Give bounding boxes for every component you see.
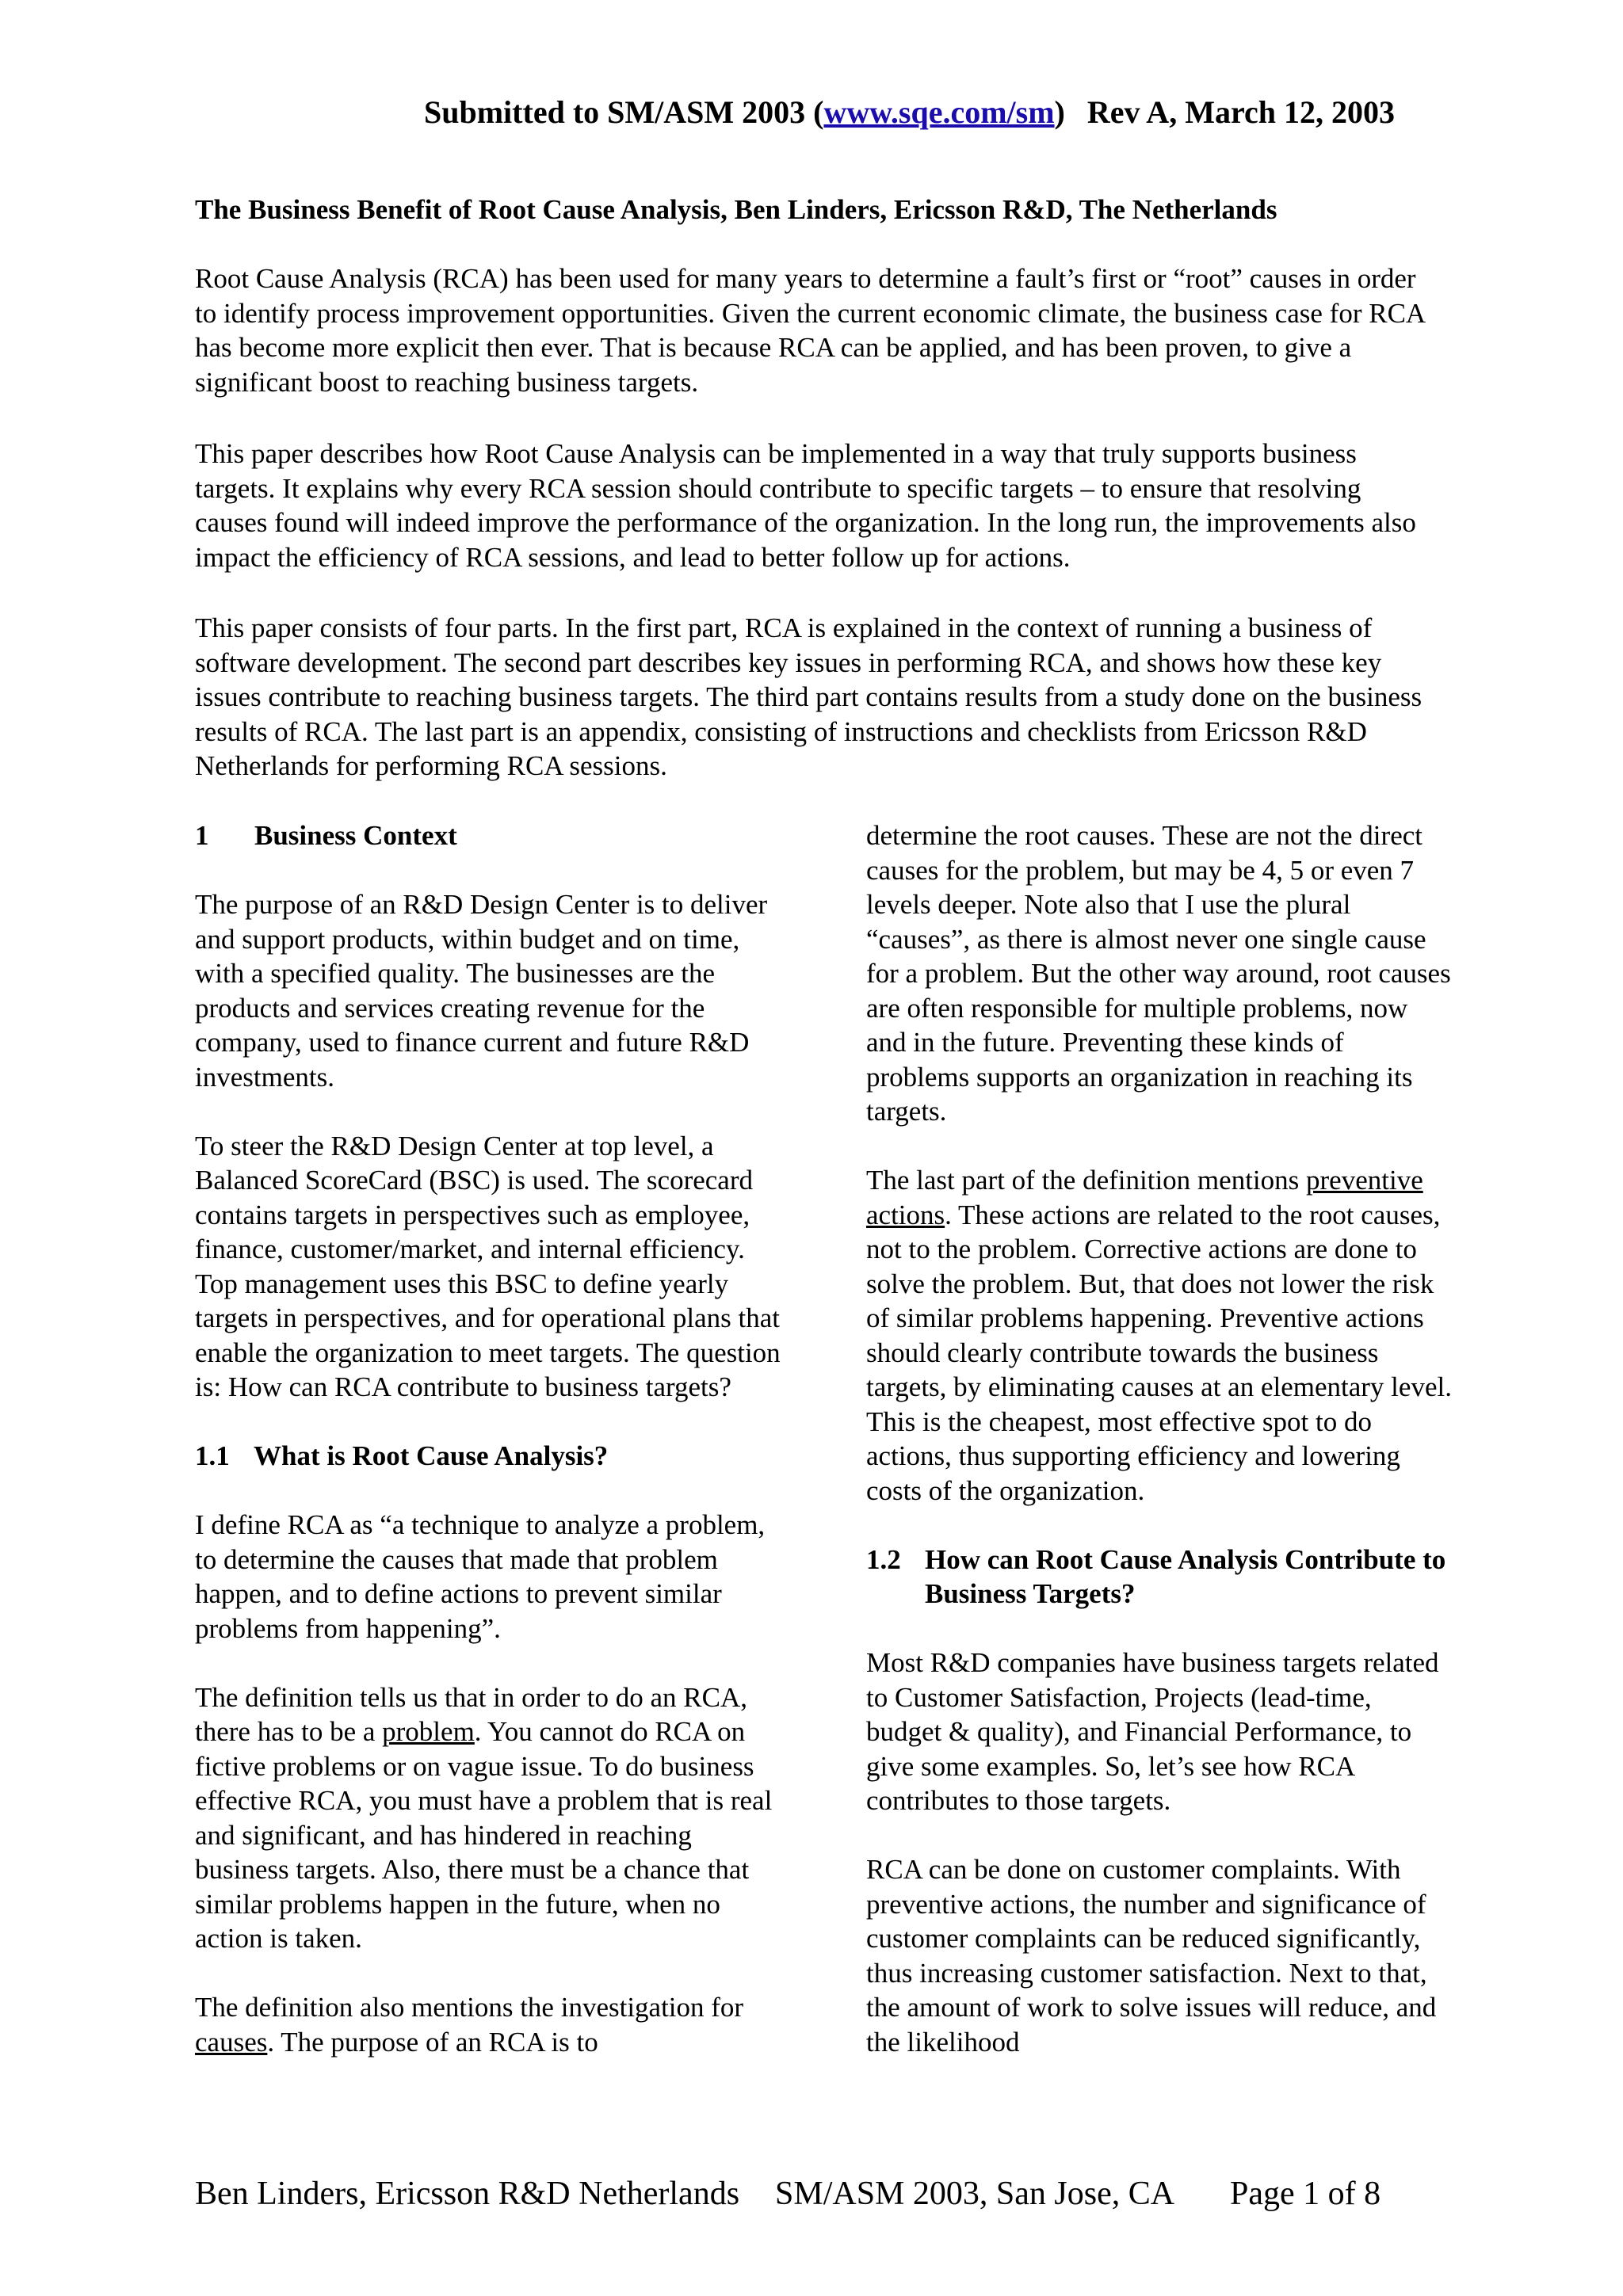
section-1-1-paragraph-2 xyxy=(195,1680,781,1956)
header-link[interactable]: www.sqe.com/sm xyxy=(823,94,1055,130)
text-run: The last part of the definition mentions xyxy=(866,1165,1307,1196)
section-1-1-paragraph-1: I define RCA as “a technique to analyze a problem, to determine the causes that made that problem happen, and to define actions to prevent similar problems from happening”. xyxy=(195,1509,766,1644)
section-1-1-title: What is Root Cause Analysis? xyxy=(254,1440,609,1471)
intro-paragraph-3: This paper consists of four parts. In the first part, RCA is explained in the context of running a business of software development. The second part describes key issues in performing RCA, and shows how these key issues contribute to reaching business targets. The third part contains results from a study done on the business results of RCA. The last part is an appendix, consisting of instructions and checklists from Ericsson R&D Netherlands for performing RCA sessions. xyxy=(195,612,1423,781)
intro-paragraph-1: Root Cause Analysis (RCA) has been used for many years to determine a fault’s first or “root” causes in order to identify process improvement opportunities. Given the current economic climate, the business case for RCA has become more explicit then ever. That is because RCA can be applied, and has been proven, to give a significant boost to reaching business targets. xyxy=(195,263,1425,398)
section-1-2-number: 1.2 xyxy=(866,1543,901,1575)
footer-page-number: Page 1 of 8 xyxy=(1230,2176,1381,2212)
paper-title: The Business Benefit of Root Cause Analysis, Ben Linders, Ericsson R&D, The Netherlands xyxy=(195,194,1277,225)
section-1-title: Business Context xyxy=(254,820,457,851)
underlined-term-causes: causes xyxy=(195,2026,268,2058)
section-1-heading xyxy=(195,818,781,853)
text-run: The definition also mentions the investigation for xyxy=(195,1992,744,2023)
section-1-1-number: 1.1 xyxy=(195,1440,230,1471)
section-1-2-title: How can Root Cause Analysis Contribute to Business Targets? xyxy=(925,1543,1446,1609)
section-1-paragraph-2: To steer the R&D Design Center at top level, a Balanced ScoreCard (BSC) is used. The scorecard contains targets in perspectives such as employee, finance, customer/market, and internal efficiency. Top management uses this BSC to define yearly targets in perspectives, and for operational plans that enable the organization to meet targets. The question is: How can RCA contribute to business targets? xyxy=(195,1130,781,1402)
section-1-2-heading xyxy=(866,1543,1453,1611)
text-run: . You cannot do RCA on fictive problems or on vague issue. To do business effective RCA, you must have a problem that is real and significant, and has hindered in reaching business targets. Also, there must be a chance that similar problems happen in the future, when no action is taken. xyxy=(195,1716,773,1954)
footer-event: SM/ASM 2003, San Jose, CA xyxy=(775,2176,1175,2212)
text-run: The definition tells us that in order to do an RCA, there has to be a xyxy=(195,1681,747,1747)
section-1-2-paragraph-2: RCA can be done on customer complaints. With preventive actions, the number and significance of customer complaints can be reduced significantly, thus increasing customer satisfaction. Next to that, the amount of work to solve issues will reduce, and the likelihood xyxy=(866,1854,1437,2058)
page-footer xyxy=(195,2175,1381,2213)
section-1-paragraph-1: The purpose of an R&D Design Center is to deliver and support products, within budget and on time, with a specified quality. The businesses are the products and services creating revenue for the company, used to finance current and future R&D investments. xyxy=(195,889,768,1093)
text-run: . The purpose of an RCA is to xyxy=(267,2026,598,2058)
left-column xyxy=(195,818,781,2094)
section-1-1-paragraph-4: determine the root causes. These are not the direct causes for the problem, but may be 4, 5 or even 7 levels deeper. Note also that I use the plural “causes”, as there is almost never one single cause for a problem. But the other way around, root causes are often responsible for multiple problems, now and in the future. Preventing these kinds of problems supports an organization in reaching its targets. xyxy=(866,820,1451,1127)
section-1-number: 1 xyxy=(195,820,209,851)
underlined-term-problem: problem xyxy=(382,1716,475,1747)
intro-paragraph-2: This paper describes how Root Cause Analysis can be implemented in a way that truly supports business targets. It explains why every RCA session should contribute to specific targets – to ensure that resolving causes found will indeed improve the performance of the organization. In the long run, the improvements also impact the efficiency of RCA sessions, and lead to better follow up for actions. xyxy=(195,438,1416,573)
right-column xyxy=(866,818,1453,2094)
header-prefix: Submitted to SM/ASM 2003 ( xyxy=(424,94,824,130)
text-run: . These actions are related to the root causes, not to the problem. Corrective actions are done to solve the problem. But, that does not lower the risk of similar problems happening. Preventive actions should clearly contribute towards the business targets, by eliminating causes at an elementary level. This is the cheapest, most effective spot to do actions, thus supporting efficiency and lowering costs of the organization. xyxy=(866,1199,1452,1506)
header-suffix: ) xyxy=(1054,94,1065,130)
section-1-1-heading xyxy=(195,1439,781,1474)
footer-author: Ben Linders, Ericsson R&D Netherlands xyxy=(195,2176,740,2212)
page-header xyxy=(424,93,1438,131)
header-revision: Rev A, March 12, 2003 xyxy=(1086,94,1395,130)
underlined-term-preventive-actions: preventive actions xyxy=(866,1165,1423,1230)
section-1-1-paragraph-3 xyxy=(195,1990,781,2059)
section-1-2-paragraph-1: Most R&D companies have business targets related to Customer Satisfaction, Projects (lead-time, budget & quality), and Financial Performance, to give some examples. So, let’s see how RCA contributes to those targets. xyxy=(866,1647,1439,1816)
section-1-1-paragraph-5 xyxy=(866,1163,1453,1508)
